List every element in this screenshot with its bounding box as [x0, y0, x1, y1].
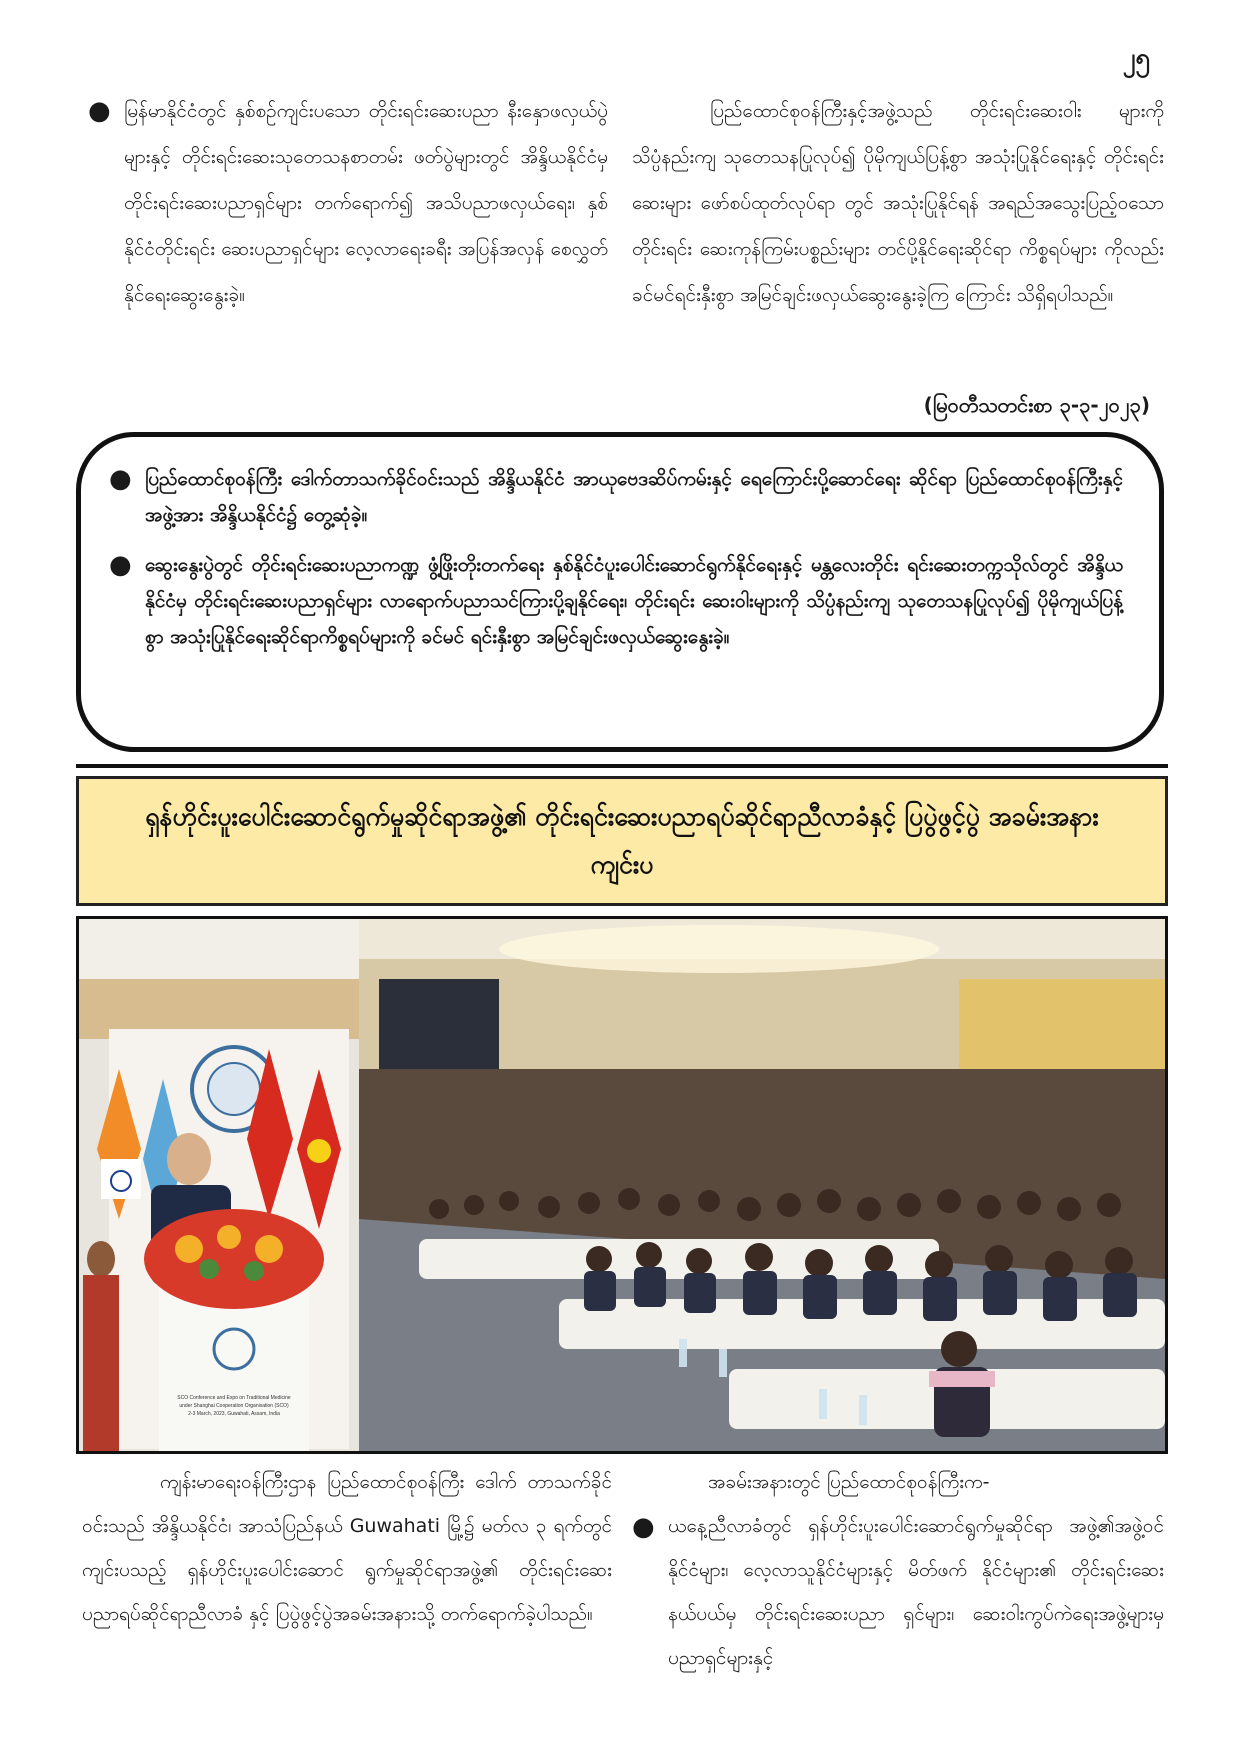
- section-divider: [76, 764, 1168, 768]
- list-item: [88, 88, 608, 318]
- podium-banner-line2: under Shanghai Cooperation Organisation (SCO): [179, 1403, 289, 1409]
- bullet-text: ယနေ့ညီလာခံတွင် ရှန်ဟိုင်းပူးပေါင်းဆောင်ရွက်မှုဆိုင်ရာ အဖွဲ့၏အဖွဲ့ဝင်နိုင်ငံများ၊ လေ့လာသူနိုင်ငံများနှင့် မိတ်ဖက် နိုင်ငံများ၏ တိုင်းရင်းဆေးနယ်ပယ်မှ တိုင်းရင်းဆေးပညာ ရှင်များ၊ ဆေးဝါးကွပ်ကဲရေးအဖွဲ့များမှ ပညာရှင်များနှင့်: [668, 1515, 1164, 1669]
- caption-paragraph: ကျန်းမာရေးဝန်ကြီးဌာန ပြည်ထောင်စုဝန်ကြီး ဒေါက် တာသက်ခိုင်ဝင်းသည် အိန္ဒိယနိုင်ငံ၊ အာသံပြည်နယ် Guwahati မြို့၌ မတ်လ ၃ ရက်တွင် ကျင်းပသည့် ရှန်ဟိုင်းပူးပေါင်းဆောင် ရွက်မှုဆိုင်ရာအဖွဲ့၏ တိုင်းရင်းဆေးပညာရပ်ဆိုင်ရာညီလာခံ နှင့် ပြပွဲဖွင့်ပွဲအခမ်းအနားသို့ တက်ရောက်ခဲ့ပါသည်။: [82, 1471, 612, 1625]
- bullet-text: ဆွေးနွေးပွဲတွင် တိုင်းရင်းဆေးပညာကဏ္ဍ ဖွံ့ဖြိုးတိုးတက်ရေး နှစ်နိုင်ငံပူးပေါင်းဆောင်ရွက်နိုင်ရေးနှင့် မန္တလေးတိုင်း ရင်းဆေးတက္ကသိုလ်တွင် အိန္ဒိယနိုင်ငံမှ တိုင်းရင်းဆေးပညာရှင်များ လာရောက်ပညာသင်ကြားပို့ချနိုင်ရေး၊ တိုင်းရင်း ဆေးဝါးများကို သိပ္ပံနည်းကျ သုတေသနပြုလုပ်၍ ပိုမိုကျယ်ပြန့်စွာ အသုံးပြုနိုင်ရေးဆိုင်ရာကိစ္စရပ်များကို ခင်မင် ရင်းနှီးစွာ အမြင်ချင်းဖလှယ်ဆွေးနွေးခဲ့။: [145, 554, 1123, 648]
- body-paragraph: ပြည်ထောင်စုဝန်ကြီးနှင့်အဖွဲ့သည် တိုင်းရင်းဆေးဝါး များကို သိပ္ပံနည်းကျ သုတေသနပြုလုပ်၍ ပိုမိုကျယ်ပြန့်စွာ အသုံးပြုနိုင်ရေးနှင့် တိုင်းရင်းဆေးများ ဖော်စပ်ထုတ်လုပ်ရာ တွင် အသုံးပြုနိုင်ရန် အရည်အသွေးပြည့်ဝသော တိုင်းရင်း ဆေးကုန်ကြမ်းပစ္စည်းများ တင်ပို့နိုင်ရေးဆိုင်ရာ ကိစ္စရပ်များ ကိုလည်း ခင်မင်ရင်းနှီးစွာ အမြင်ချင်းဖလှယ်ဆွေးနွေးခဲ့ကြ ကြောင်း သိရှိရပါသည်။: [632, 100, 1164, 306]
- bullet-icon: ●: [632, 1512, 655, 1542]
- right-column-top: [632, 88, 1164, 318]
- event-photo-illustration: [79, 919, 1165, 1451]
- event-photo: [76, 916, 1168, 1454]
- summary-box: [76, 432, 1164, 752]
- bullet-text: ပြည်ထောင်စုဝန်ကြီး ဒေါက်တာသက်ခိုင်ဝင်းသည် အိန္ဒိယနိုင်ငံ အာယုဗေဒဆိပ်ကမ်းနှင့် ရေကြောင်းပို့ဆောင်ရေး ဆိုင်ရာ ပြည်ထောင်စုဝန်ကြီးနှင့်အဖွဲ့အား အိန္ဒိယနိုင်ငံ၌ တွေ့ဆုံခဲ့။: [145, 468, 1123, 526]
- podium-banner-line3: 2-3 March, 2023, Guwahati, Assam, India: [188, 1411, 280, 1417]
- bullet-icon: ●: [88, 96, 111, 126]
- list-item: [109, 461, 1123, 533]
- left-column-top: [88, 88, 608, 318]
- list-item: [632, 1504, 1164, 1680]
- bullet-icon: ●: [109, 464, 132, 494]
- page-number: ၂၅: [1122, 43, 1150, 73]
- caption-right: [632, 1460, 1164, 1680]
- podium-banner-line1: SCO Conference and Expo on Traditional Medicine: [177, 1395, 291, 1401]
- caption-lead: အခမ်းအနားတွင် ပြည်ထောင်စုဝန်ကြီးက-: [708, 1471, 990, 1493]
- source-citation: (မြဝတီသတင်းစာ ၃-၃-၂၀၂၃): [923, 393, 1150, 417]
- caption-left: [82, 1460, 612, 1636]
- list-item: [109, 547, 1123, 655]
- headline: ရှန်ဟိုင်းပူးပေါင်းဆောင်ရွက်မှုဆိုင်ရာအဖွဲ့၏ တိုင်းရင်းဆေးပညာရပ်ဆိုင်ရာညီလာခံနှင့် ပြပွဲဖွင့်ပွဲ အခမ်းအနားကျင်းပ: [145, 802, 1099, 879]
- headline-box: [76, 776, 1168, 906]
- bullet-icon: ●: [109, 550, 132, 580]
- bullet-text: မြန်မာနိုင်ငံတွင် နှစ်စဉ်ကျင်းပသော တိုင်းရင်းဆေးပညာ နီးနှောဖလှယ်ပွဲများနှင့် တိုင်းရင်းဆေးသုတေသနစာတမ်း ဖတ်ပွဲများတွင် အိန္ဒိယနိုင်ငံမှ တိုင်းရင်းဆေးပညာရှင်များ တက်ရောက်၍ အသိပညာဖလှယ်ရေး၊ နှစ်နိုင်ငံတိုင်းရင်း ဆေးပညာရှင်များ လေ့လာရေးခရီး အပြန်အလှန် စေလွှတ် နိုင်ရေးဆွေးနွေးခဲ့။: [124, 100, 608, 306]
